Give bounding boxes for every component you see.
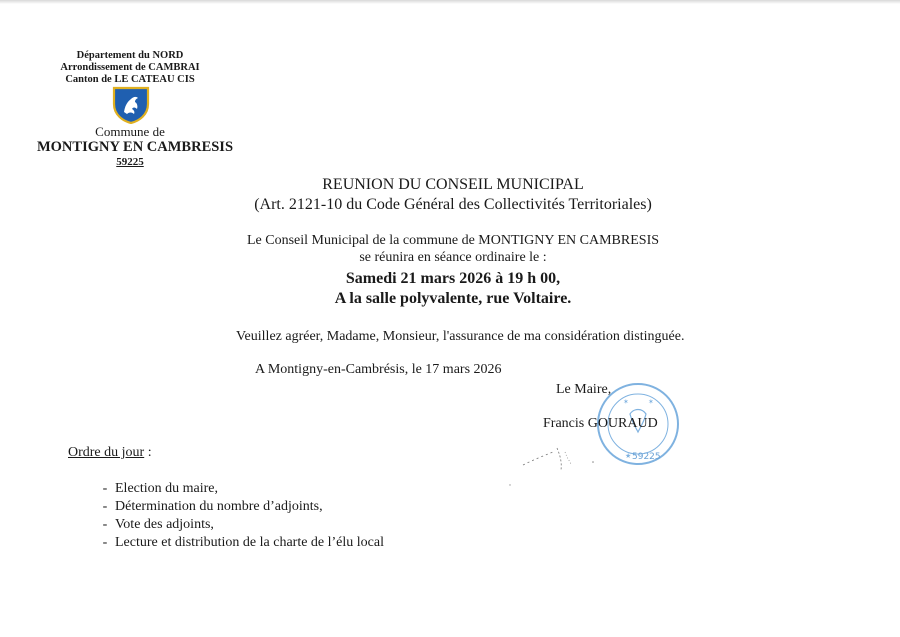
svg-text:★: ★: [625, 452, 632, 460]
agenda-item-text: Détermination du nombre d’adjoints,: [115, 499, 323, 514]
agenda-item-text: Vote des adjoints,: [115, 517, 214, 532]
agenda-item: [95, 534, 384, 552]
commune-de-label: Commune de: [95, 124, 165, 139]
body-line-1: Le Conseil Municipal de la commune de MONTIGNY EN CAMBRESIS: [246, 233, 660, 248]
agenda-item: [95, 480, 384, 498]
mayor-role: Le Maire,: [556, 382, 612, 397]
stamp-code: 59225: [632, 452, 661, 462]
canton-prefix: Canton de: [65, 74, 115, 85]
mayor-name: Francis GOURAUD: [543, 416, 658, 431]
agenda-item: [95, 516, 384, 534]
handwritten-signature-icon: [505, 430, 625, 490]
postal-code: 59225: [116, 156, 144, 168]
agenda-heading-colon: :: [144, 445, 152, 460]
department-line: Département du NORD: [76, 50, 184, 61]
commune-crest-icon: [111, 86, 151, 124]
agenda-item-text: Election du maire,: [115, 481, 219, 496]
svg-text:✶: ✶: [648, 398, 654, 406]
canton-name: LE CATEAU CIS: [114, 74, 195, 85]
body-line-2: se réunira en séance ordinaire le :: [359, 250, 547, 265]
agenda-heading: [68, 445, 152, 461]
svg-text:✶: ✶: [623, 398, 629, 406]
agenda-item: [95, 498, 384, 516]
meeting-date: Samedi 21 mars 2026 à 19 h 00,: [345, 270, 561, 287]
document-subtitle: (Art. 2121-10 du Code Général des Collectivités Territoriales): [254, 196, 652, 213]
courtesy-line: Veuillez agréer, Madame, Monsieur, l'assurance de ma considération distinguée.: [236, 329, 685, 344]
canton-line: [30, 74, 230, 85]
agenda-item-text: Lecture et distribution de la charte de l’élu local: [115, 535, 384, 550]
place-and-date: A Montigny-en-Cambrésis, le 17 mars 2026: [255, 362, 502, 377]
meeting-place: A la salle polyvalente, rue Voltaire.: [334, 290, 572, 307]
commune-name: MONTIGNY EN CAMBRESIS: [36, 139, 234, 155]
agenda-list: [95, 480, 384, 552]
arrondissement-line: Arrondissement de CAMBRAI: [60, 62, 200, 73]
agenda-heading-text: Ordre du jour: [68, 445, 145, 460]
document-title: REUNION DU CONSEIL MUNICIPAL: [322, 176, 584, 193]
scan-top-edge: [0, 0, 900, 4]
